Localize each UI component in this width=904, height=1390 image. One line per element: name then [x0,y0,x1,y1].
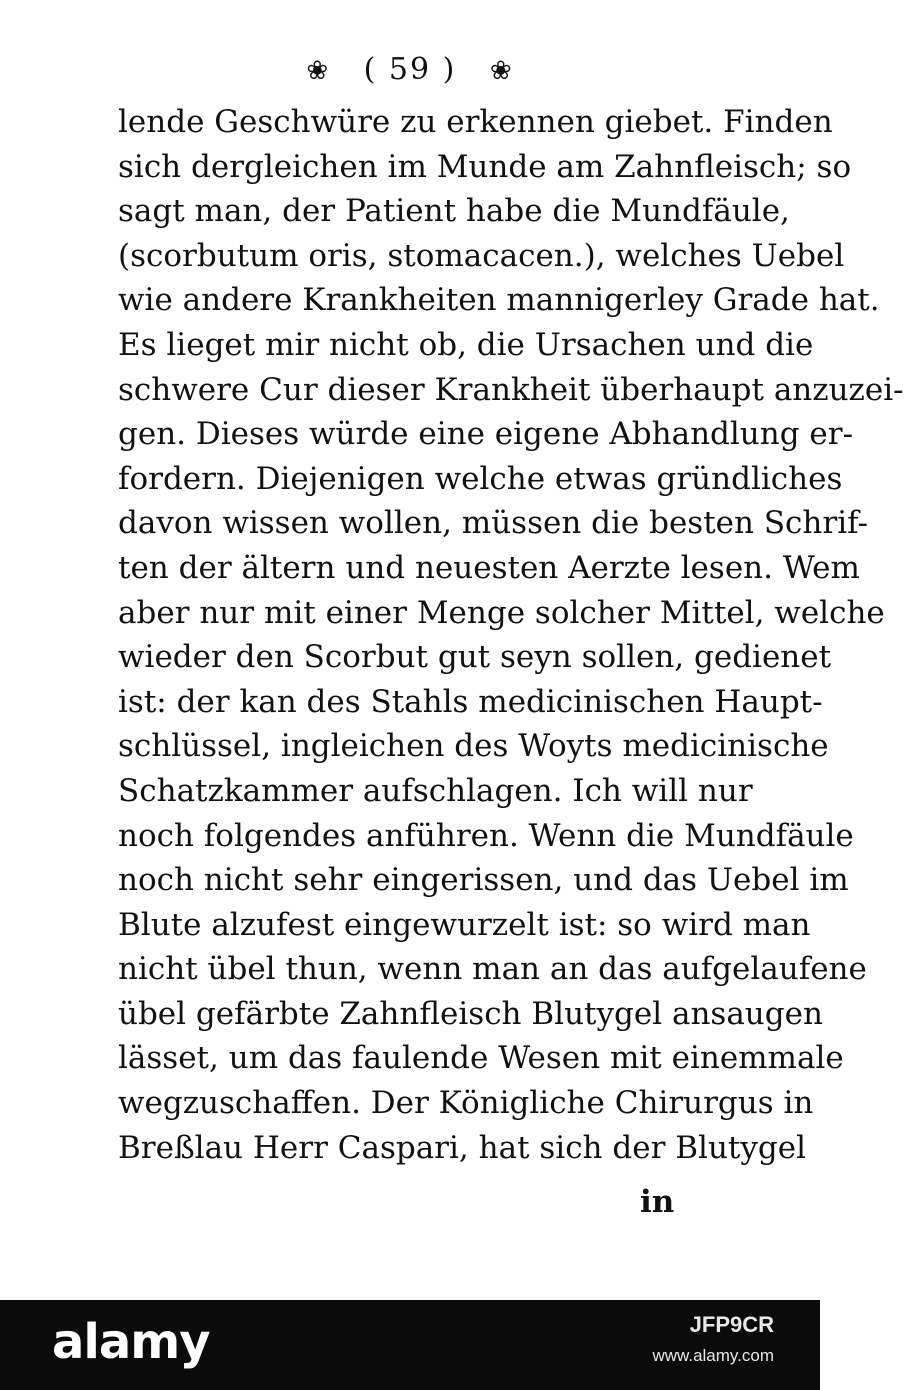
text-line: Schatzkammer aufschlagen. Ich will nur [118,772,753,809]
text-line: gen. Dieses würde eine eigene Abhandlung er- [118,416,854,453]
stock-info [652,1312,774,1366]
body-text [118,100,904,1170]
text-line: lende Geschwüre zu erkennen giebet. Finden [118,104,833,140]
text-line: ist: der kan des Stahls medicinischen Haupt- [118,683,823,720]
text-line: übel gefärbte Zahnfleisch Blutygel ansaugen [118,995,823,1032]
text-line: sagt man, der Patient habe die Mundfäule, [118,193,790,230]
text-line: wieder den Scorbut gut seyn sollen, gedienet [118,639,832,676]
text-line: Blute alzufest eingewurzelt ist: so wird man [118,906,811,943]
text-line: nicht übel thun, wenn man an das aufgelaufene [118,951,867,988]
text-line: Es lieget mir nicht ob, die Ursachen und die [118,326,814,363]
text-line: sich dergleichen im Munde am Zahnfleisch; so [118,148,852,185]
text-line: noch folgendes anführen. Wenn die Mundfäule [118,817,854,854]
text-line: schwere Cur dieser Krankheit überhaupt anzuzei- [118,371,904,408]
text-line: (scorbutum oris, stomacacen.), welches Uebel [118,237,845,274]
text-line: lässet, um das faulende Wesen mit einemmale [118,1040,844,1077]
ornament-left-icon: ❀ [306,56,331,86]
text-line: davon wissen wollen, müssen die besten Schrif- [118,505,868,542]
text-line: wie andere Krankheiten mannigerley Grade hat. [118,282,880,319]
ornament-right-icon: ❀ [489,56,514,86]
text-line: aber nur mit einer Menge solcher Mittel, welche [118,594,885,631]
text-line: noch nicht sehr eingerissen, und das Uebel im [118,862,849,899]
watermark-bar [0,1300,820,1390]
page-number: ( 59 ) [363,52,457,87]
page-header [0,52,820,87]
text-line: Breßlau Herr Caspari, hat sich der Blutygel [118,1129,806,1166]
catchword: in [640,1184,675,1220]
text-line: schlüssel, ingleichen des Woyts medicinische [118,728,829,765]
alamy-logo: alamy [52,1314,210,1370]
text-line: fordern. Diejenigen welche etwas gründliches [118,460,843,497]
text-line: ten der ältern und neuesten Aerzte lesen. Wem [118,549,860,586]
site-url: www.alamy.com [652,1346,774,1365]
text-line: wegzuschaffen. Der Königliche Chirurgus in [118,1085,814,1122]
image-id: JFP9CR [689,1312,774,1337]
